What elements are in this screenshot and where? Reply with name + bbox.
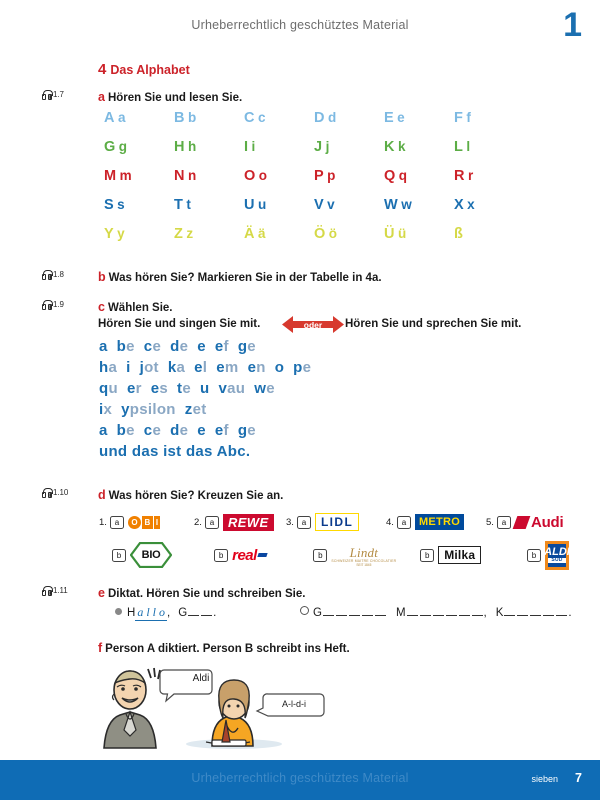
chapter-number: 1 <box>563 6 582 44</box>
alphabet-cell <box>384 168 454 184</box>
alphabet-cell <box>244 168 314 184</box>
answer-blank[interactable] <box>323 605 334 616</box>
letter-uppercase: U <box>244 197 255 213</box>
alphabet-row <box>104 139 524 168</box>
task-title-text: Das Alphabet <box>110 63 190 77</box>
exercise-c-label <box>98 300 173 314</box>
song-syllable: a <box>99 338 108 355</box>
option-checkbox-a[interactable]: a <box>205 516 219 529</box>
letter-uppercase: Ä <box>244 226 255 242</box>
footer-page-number: 7 <box>575 771 582 785</box>
audio-ref-e <box>42 586 68 595</box>
option-checkbox-b[interactable]: b <box>214 549 228 562</box>
speech-text-woman: A-l-d-i <box>282 699 306 709</box>
alphabet-cell <box>104 226 174 242</box>
letter-uppercase: J <box>314 139 323 155</box>
letter-lowercase: u <box>257 197 267 212</box>
lindt-logo: Lindt SCHWEIZER MAITRE CHOCOLATIER SEIT 1845 <box>331 545 397 567</box>
dictation-comma: , <box>166 607 171 619</box>
dictation-period: . <box>213 607 217 619</box>
exercise-letter-d: d <box>98 488 106 502</box>
letter-uppercase: Y <box>104 226 115 242</box>
letter-lowercase: p <box>327 168 336 183</box>
song-syllable: a <box>99 422 108 439</box>
quiz-item-2b[interactable] <box>201 546 300 564</box>
alphabet-cell <box>244 110 314 126</box>
exercise-d-text: Was hören Sie? Kreuzen Sie an. <box>108 490 284 502</box>
alphabet-cell <box>174 139 244 155</box>
song-syllable: be <box>116 338 135 355</box>
song-syllable: e <box>197 338 206 355</box>
letter-lowercase: w <box>401 197 413 212</box>
letter-uppercase: F <box>454 110 464 126</box>
track-number: 1.7 <box>53 90 64 99</box>
exercise-a-text: Hören Sie und lesen Sie. <box>107 92 243 104</box>
answer-blank[interactable] <box>362 605 373 616</box>
song-syllable: we <box>254 380 275 397</box>
audio-ref-a <box>42 90 64 99</box>
letter-uppercase: P <box>314 168 325 184</box>
exercise-b-text: Was hören Sie? Markieren Sie in der Tabelle in 4a. <box>108 272 382 284</box>
alphabet-cell <box>244 226 314 242</box>
quiz-item-5b[interactable] <box>514 541 569 570</box>
letter-uppercase: M <box>104 168 117 184</box>
letter-lowercase: z <box>186 226 194 241</box>
aldi-logo: ALDI SÜD <box>545 541 569 570</box>
footer-page-word: sieben <box>531 774 558 784</box>
exercise-f-label <box>98 641 350 655</box>
dictation-handwriting: a l l o <box>137 605 165 619</box>
page-footer <box>0 760 600 800</box>
rewe-logo: REWE <box>223 514 274 531</box>
letter-lowercase: ä <box>257 226 266 241</box>
song-syllable: de <box>170 422 189 439</box>
alphabet-cell <box>174 110 244 126</box>
dictation-letter-k: K <box>495 607 504 619</box>
audio-ref-b <box>42 270 64 279</box>
letter-uppercase: S <box>104 197 115 213</box>
song-syllable: en <box>247 359 266 376</box>
exercise-e-text: Diktat. Hören Sie und schreiben Sie. <box>107 588 306 600</box>
dictation-letter-g: G <box>313 607 322 619</box>
exercise-letter-b: b <box>98 270 106 284</box>
song-syllable: ypsilon <box>121 401 176 418</box>
option-checkbox-b[interactable]: b <box>313 549 327 562</box>
letter-uppercase: Ü <box>384 226 395 242</box>
letter-lowercase: s <box>117 197 126 212</box>
alphabet-cell <box>384 139 454 155</box>
song-syllable: zet <box>184 401 207 418</box>
item-index: 4. <box>386 516 394 528</box>
alphabet-cell <box>454 139 524 155</box>
letter-uppercase: E <box>384 110 395 126</box>
exercise-b-label <box>98 270 382 284</box>
answer-blank[interactable] <box>530 605 541 616</box>
real-dash-icon <box>257 553 267 557</box>
song-syllable: pe <box>293 359 312 376</box>
exercise-d-label <box>98 488 283 502</box>
answer-blank[interactable] <box>407 605 418 616</box>
letter-uppercase: Ö <box>314 226 326 242</box>
letter-uppercase: Z <box>174 226 184 242</box>
man-figure <box>104 668 160 748</box>
song-syllable: u <box>200 380 210 397</box>
letter-uppercase: I <box>244 139 249 155</box>
alphabet-cell <box>454 197 524 213</box>
letter-uppercase: W <box>384 197 399 213</box>
letter-uppercase: Q <box>384 168 396 184</box>
quiz-item-4a[interactable] <box>386 513 486 531</box>
letter-lowercase: j <box>325 139 330 154</box>
exercise-letter-a: a <box>98 90 105 104</box>
alphabet-cell <box>454 168 524 184</box>
song-syllable: ef <box>214 338 229 355</box>
song-syllable: el <box>194 359 208 376</box>
song-syllable: ge <box>237 338 256 355</box>
alphabet-cell <box>174 168 244 184</box>
alphabet-cell <box>314 139 384 155</box>
alphabet-song <box>99 338 320 464</box>
answer-blank[interactable] <box>375 605 386 616</box>
exercise-a-label <box>98 90 242 104</box>
letter-uppercase: N <box>174 168 185 184</box>
page-title <box>98 61 190 78</box>
letter-lowercase: i <box>251 139 256 154</box>
exercise-letter-e: e <box>98 586 105 600</box>
alphabet-cell <box>314 168 384 184</box>
song-syllable: ge <box>237 422 256 439</box>
letter-lowercase: n <box>187 168 197 183</box>
letter-lowercase: b <box>187 110 197 125</box>
answer-blank[interactable] <box>472 605 483 616</box>
answer-blank[interactable] <box>336 605 347 616</box>
letter-uppercase: X <box>454 197 465 213</box>
option-checkbox-a[interactable]: a <box>297 516 311 529</box>
song-syllable: ce <box>143 422 162 439</box>
letter-lowercase: a <box>117 110 126 125</box>
letter-uppercase: A <box>104 110 115 126</box>
alphabet-cell <box>384 110 454 126</box>
filled-bullet-icon <box>115 608 122 615</box>
oder-arrow-badge <box>282 315 344 334</box>
letter-uppercase: R <box>454 168 465 184</box>
letter-lowercase: t <box>186 197 192 212</box>
option-checkbox-b[interactable]: b <box>112 549 126 562</box>
answer-blank[interactable] <box>446 605 457 616</box>
alphabet-cell <box>104 197 174 213</box>
quiz-item-4b[interactable] <box>407 546 514 564</box>
headphones-icon <box>42 488 52 497</box>
answer-blank[interactable] <box>201 605 212 616</box>
empty-bullet-icon <box>300 606 309 615</box>
dictation-second-letter: G <box>178 607 188 619</box>
alphabet-cell <box>314 226 384 242</box>
letter-lowercase: g <box>118 139 128 154</box>
song-syllable: ka <box>167 359 186 376</box>
song-line <box>99 380 320 401</box>
track-number: 1.9 <box>53 300 64 309</box>
song-syllable: i <box>126 359 131 376</box>
song-syllable: ce <box>143 338 162 355</box>
alphabet-table <box>104 110 524 255</box>
track-number: 1.8 <box>53 270 64 279</box>
answer-blank[interactable] <box>459 605 470 616</box>
quiz-item-1b[interactable] <box>99 542 201 568</box>
item-index: 2. <box>194 516 202 528</box>
letter-lowercase: c <box>257 110 266 125</box>
obi-logo: O B I <box>128 513 160 531</box>
letter-lowercase: v <box>327 197 336 212</box>
dictation-answer-2[interactable] <box>300 605 572 619</box>
track-number: 1.11 <box>53 586 68 595</box>
audio-ref-d <box>42 488 68 497</box>
alphabet-cell <box>244 197 314 213</box>
alphabet-cell <box>174 197 244 213</box>
alphabet-cell <box>454 226 524 242</box>
answer-blank[interactable] <box>543 605 554 616</box>
letter-lowercase: y <box>117 226 126 241</box>
exercise-f-text: Person A diktiert. Person B schreibt ins Heft. <box>105 643 350 655</box>
alphabet-row <box>104 110 524 139</box>
answer-blank[interactable] <box>349 605 360 616</box>
footer-watermark: Urheberrechtlich geschütztes Material <box>191 771 409 785</box>
song-final-line: und das ist das Abc. <box>99 443 251 460</box>
answer-blank[interactable] <box>420 605 431 616</box>
alphabet-cell <box>104 110 174 126</box>
top-watermark: Urheberrechtlich geschütztes Material <box>191 18 409 32</box>
item-index: 3. <box>286 516 294 528</box>
headphones-icon <box>42 90 52 99</box>
letter-lowercase: m <box>119 168 133 183</box>
bio-logo: BIO <box>130 542 172 568</box>
letter-lowercase: x <box>467 197 476 212</box>
song-syllable: de <box>170 338 189 355</box>
item-index: 1. <box>99 516 107 528</box>
real-logo: real <box>232 546 267 564</box>
alphabet-cell <box>174 226 244 242</box>
letter-lowercase: k <box>397 139 406 154</box>
song-syllable: ef <box>214 422 229 439</box>
option-checkbox-b[interactable]: b <box>420 549 434 562</box>
alphabet-cell <box>384 226 454 242</box>
option-checkbox-a[interactable]: a <box>397 516 411 529</box>
letter-uppercase: G <box>104 139 116 155</box>
letter-lowercase: q <box>398 168 408 183</box>
quiz-item-1a[interactable] <box>99 513 194 531</box>
alphabet-cell <box>244 139 314 155</box>
audio-ref-c <box>42 300 64 309</box>
answer-blank[interactable] <box>517 605 528 616</box>
letter-lowercase: e <box>397 110 406 125</box>
oder-label: oder <box>303 319 323 330</box>
track-number: 1.10 <box>53 488 69 497</box>
quiz-item-2a[interactable] <box>194 513 286 531</box>
metro-logo: METRO <box>415 514 464 530</box>
letter-uppercase: H <box>174 139 185 155</box>
letter-uppercase: ß <box>454 226 464 242</box>
song-line <box>99 359 320 380</box>
lidl-logo: LIDL <box>315 513 359 531</box>
letter-uppercase: C <box>244 110 255 126</box>
option-checkbox-b[interactable]: b <box>527 549 541 562</box>
brand-row-a <box>99 508 569 536</box>
song-syllable: jot <box>139 359 159 376</box>
alphabet-cell <box>454 110 524 126</box>
song-line <box>99 338 320 359</box>
song-line <box>99 422 320 443</box>
item-index: 5. <box>486 516 494 528</box>
alphabet-cell <box>384 197 454 213</box>
song-syllable: es <box>150 380 169 397</box>
dictation-answer-1[interactable] <box>115 605 216 621</box>
answer-blank[interactable] <box>556 605 567 616</box>
dictation-comma-2: , <box>483 607 487 619</box>
choice-right-text: Hören Sie und sprechen Sie mit. <box>345 318 522 330</box>
song-syllable: qu <box>99 380 118 397</box>
song-syllable: be <box>116 422 135 439</box>
quiz-item-3a[interactable] <box>286 513 386 531</box>
dictation-printed-letter: H <box>127 607 136 619</box>
letter-lowercase: l <box>466 139 471 154</box>
choice-left-text: Hören Sie und singen Sie mit. <box>98 318 261 330</box>
dictation-period-2: . <box>568 607 572 619</box>
alphabet-cell <box>314 197 384 213</box>
letter-uppercase: V <box>314 197 325 213</box>
alphabet-row <box>104 197 524 226</box>
letter-uppercase: K <box>384 139 395 155</box>
illustration <box>86 656 346 751</box>
brand-row-b <box>99 540 569 570</box>
song-syllable: ha <box>99 359 118 376</box>
song-line <box>99 401 320 422</box>
audi-logo: Audi <box>515 513 564 531</box>
alphabet-row <box>104 226 524 255</box>
speech-text-man: Aldi <box>192 673 210 684</box>
letter-lowercase: d <box>327 110 337 125</box>
song-syllable: ix <box>99 401 113 418</box>
alphabet-row <box>104 168 524 197</box>
letter-lowercase: r <box>467 168 474 183</box>
letter-lowercase: ö <box>328 226 338 241</box>
letter-lowercase: f <box>466 110 472 125</box>
alphabet-cell <box>104 139 174 155</box>
song-syllable: e <box>197 422 206 439</box>
letter-uppercase: O <box>244 168 256 184</box>
letter-uppercase: B <box>174 110 185 126</box>
song-syllable: te <box>177 380 191 397</box>
headphones-icon <box>42 300 52 309</box>
song-syllable: er <box>126 380 142 397</box>
letter-lowercase: h <box>187 139 197 154</box>
exercise-c-text: Wählen Sie. <box>107 302 173 314</box>
quiz-item-3b[interactable] <box>300 545 407 567</box>
alphabet-cell <box>104 168 174 184</box>
headphones-icon <box>42 586 52 595</box>
letter-lowercase: o <box>258 168 268 183</box>
milka-logo: Milka <box>438 546 481 564</box>
answer-blank[interactable] <box>433 605 444 616</box>
exercise-letter-f: f <box>98 641 103 655</box>
alphabet-cell <box>314 110 384 126</box>
letter-uppercase: D <box>314 110 325 126</box>
quiz-item-5a[interactable] <box>486 513 563 531</box>
song-syllable: vau <box>218 380 246 397</box>
option-checkbox-a[interactable]: a <box>497 516 511 529</box>
dictation-letter-m: M <box>395 607 406 619</box>
exercise-letter-c: c <box>98 300 105 314</box>
option-checkbox-a[interactable]: a <box>110 516 124 529</box>
song-syllable: em <box>216 359 239 376</box>
audi-slash-icon <box>513 516 531 529</box>
answer-blank[interactable] <box>188 605 199 616</box>
exercise-e-label <box>98 586 305 600</box>
song-syllable: o <box>274 359 285 376</box>
answer-blank[interactable] <box>504 605 515 616</box>
letter-uppercase: T <box>174 197 184 213</box>
brand-logo-quiz <box>99 508 569 570</box>
letter-uppercase: L <box>454 139 464 155</box>
letter-lowercase: ü <box>397 226 407 241</box>
task-number: 4 <box>98 61 107 78</box>
headphones-icon <box>42 270 52 279</box>
